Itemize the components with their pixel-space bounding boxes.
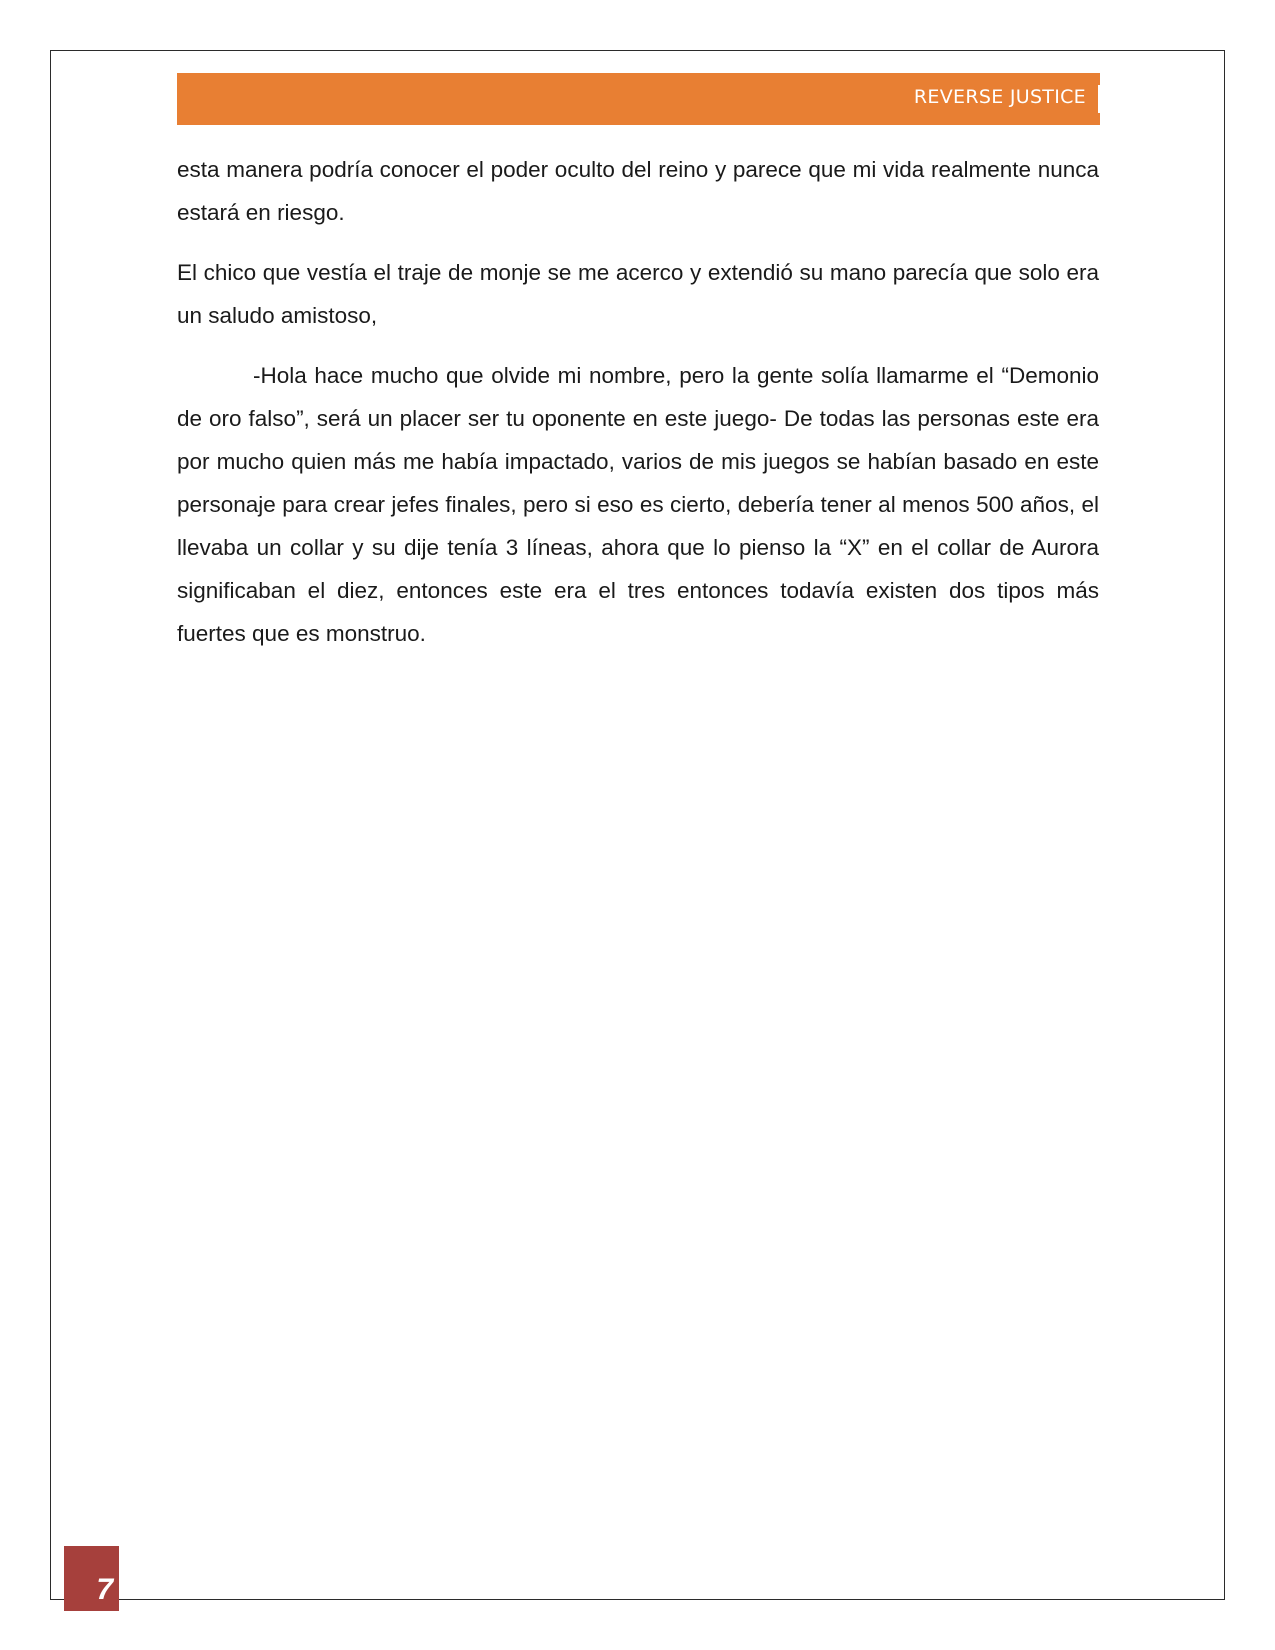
paragraph: -Hola hace mucho que olvide mi nombre, pero la gente solía llamarme el “Demonio de oro falso”, será un placer ser tu oponente en este juego- De todas las personas este era por mucho quien más me había impactado, varios de mis juegos se habían basado en este personaje para crear jefes finales, pero si eso es cierto, debería tener al menos 500 años, el llevaba un collar y su dije tenía 3 líneas, ahora que lo pienso la “X” en el collar de Aurora significaban el diez, entonces este era el tres entonces todavía existen dos tipos más fuertes que es monstruo. [177, 363, 1099, 646]
paragraph: esta manera podría conocer el poder oculto del reino y parece que mi vida realmente nunca estará en riesgo. [177, 157, 1099, 225]
header-title: REVERSE JUSTICE [913, 86, 1086, 108]
page-number: 7 [96, 1573, 113, 1606]
header-divider [1098, 85, 1100, 113]
header-bar [177, 73, 1100, 125]
paragraph: El chico que vestía el traje de monje se me acerco y extendió su mano parecía que solo era un saludo amistoso, [177, 260, 1099, 328]
body-text [177, 148, 1099, 672]
page-number-box [64, 1546, 119, 1611]
